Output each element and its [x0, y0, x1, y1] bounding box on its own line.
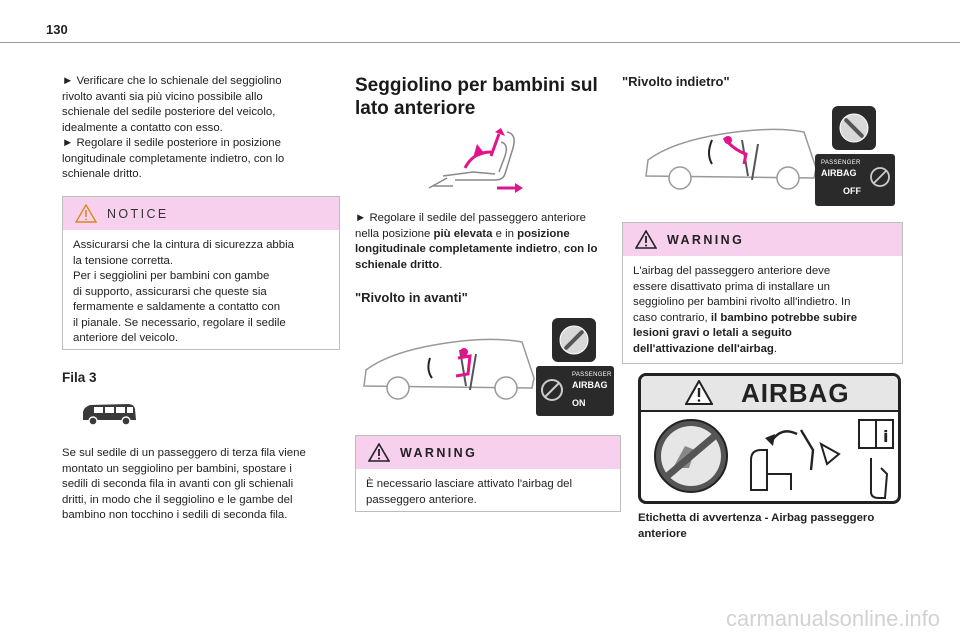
warning-text-part: caso contrario, — [633, 311, 711, 324]
warning-box-rear — [622, 222, 903, 364]
warning-line: passeggero anteriore. — [366, 493, 477, 506]
header-divider — [0, 42, 960, 43]
notice-line: fermamente e saldamente a contatto con — [73, 301, 281, 313]
section-title-line: Seggiolino per bambini sul — [355, 75, 598, 96]
intro-bold: longitudinale completamente indietro — [355, 243, 558, 255]
airbag-word: AIRBAG — [741, 378, 850, 408]
intro-line — [355, 258, 623, 274]
car-rear-child-seat-illustration — [642, 120, 822, 192]
section-title — [355, 74, 598, 120]
warning-line: L'airbag del passeggero anteriore deve — [633, 265, 831, 277]
airbag-switch-off-icon — [832, 106, 876, 150]
notice-title: NOTICE — [107, 206, 169, 221]
notice-line: il pianale. Se necessario, regolare il sedile — [73, 316, 286, 329]
intro-bold: con lo — [563, 243, 598, 255]
section-title-line: lato anteriore — [355, 98, 476, 119]
fila-3-text — [62, 446, 340, 524]
rear-facing-title: "Rivolto indietro" — [622, 74, 730, 89]
airbag-child-icon — [869, 164, 891, 190]
warning-bold: il bambino potrebbe subire — [710, 311, 858, 324]
label-passenger: PASSENGER — [821, 160, 861, 166]
intro-line — [355, 242, 623, 258]
instruction-line: schienale del sedile posteriore del veicolo, — [62, 106, 276, 118]
car-forward-child-seat-illustration — [360, 330, 540, 402]
warning-triangle-icon — [685, 380, 713, 405]
instruction-line: longitudinale completamente indietro, con lo — [62, 152, 285, 165]
no-rear-seat-icon — [651, 416, 731, 496]
airbag-child-icon — [540, 376, 564, 404]
fila-line: Se sul sedile di un passeggero di terza fila viene — [62, 447, 306, 459]
intro-line: ► Regolare il sedile del passeggero anteriore — [355, 212, 586, 224]
warning-header — [623, 223, 902, 256]
notice-line: Per i seggiolini per bambini con gambe — [73, 270, 270, 282]
warning-line — [633, 311, 892, 327]
label-caption — [638, 511, 908, 542]
warning-triangle-icon — [75, 204, 97, 223]
intro-text-part: e in — [492, 227, 518, 240]
label-airbag: AIRBAG — [821, 168, 857, 178]
notice-line: anteriore del veicolo. — [73, 332, 179, 344]
page-number: 130 — [46, 22, 68, 37]
intro-text — [355, 211, 623, 273]
passenger-airbag-on-label — [536, 366, 614, 416]
switch-knob-icon — [832, 106, 876, 150]
warning-bold: dell'attivazione dell'airbag — [633, 342, 774, 355]
fila-line: sedili di seconda fila in avanti con gli schienali — [62, 478, 294, 490]
seat-airbag-deploy-icon — [741, 420, 851, 496]
caption-line: anteriore — [638, 527, 687, 540]
warning-bold: lesioni gravi o letali a seguito — [633, 327, 792, 339]
intro-text-part: nella posizione — [355, 227, 434, 240]
intro-bold: posizione — [517, 227, 570, 240]
instruction-line: ► Regolare il sedile posteriore in posizione — [62, 137, 281, 149]
notice-header — [63, 197, 339, 230]
warning-triangle-icon — [368, 443, 390, 462]
fila-3-title: Fila 3 — [62, 370, 97, 385]
notice-body — [63, 230, 339, 356]
warning-header — [356, 436, 620, 469]
fila-line: montato un seggiolino per bambini, spostare i — [62, 462, 292, 475]
van-icon — [80, 400, 138, 428]
airbag-label-header — [641, 376, 898, 412]
warning-line: essere disattivato prima di installare un — [633, 280, 830, 293]
intro-text-part: , — [557, 243, 564, 255]
manual-read-icon — [857, 418, 895, 500]
svg-text:i: i — [883, 427, 889, 446]
label-passenger: PASSENGER — [572, 372, 612, 378]
warning-title: WARNING — [400, 445, 478, 460]
instruction-line: rivolto avanti sia più vicino possibile allo — [62, 90, 263, 103]
caption-line: Etichetta di avvertenza - Airbag passeggero — [638, 512, 875, 524]
passenger-airbag-off-label — [815, 154, 895, 206]
label-off: OFF — [843, 186, 861, 196]
intro-text-part: . — [439, 258, 443, 271]
instruction-line: schienale dritto. — [62, 168, 142, 180]
fila-line: dritti, in modo che il seggiolino e le gambe del — [62, 493, 293, 506]
label-airbag: AIRBAG — [572, 380, 608, 390]
intro-line — [355, 227, 623, 243]
fila-line: bambino non tocchino i sedili di seconda fila. — [62, 509, 288, 521]
warning-box-forward — [355, 435, 621, 512]
warning-line — [633, 326, 892, 342]
switch-knob-icon — [552, 318, 596, 362]
instruction-line: idealmente a contatto con esso. — [62, 121, 223, 134]
warning-title: WARNING — [667, 232, 745, 247]
warning-triangle-icon — [635, 230, 657, 249]
seat-adjust-illustration — [425, 128, 525, 198]
notice-box — [62, 196, 340, 350]
warning-line — [633, 342, 892, 358]
intro-bold: più elevata — [433, 227, 493, 240]
watermark: carmanualsonline.info — [725, 606, 940, 631]
forward-facing-title: "Rivolto in avanti" — [355, 290, 468, 305]
column-1 — [62, 74, 340, 183]
warning-text-part: . — [773, 342, 778, 355]
airbag-switch-on-icon — [552, 318, 596, 362]
notice-line: di supporto, assicurarsi che queste sia — [73, 285, 267, 298]
notice-line: la tensione corretta. — [73, 254, 174, 267]
instruction-line: ► Verificare che lo schienale del seggiolino — [62, 75, 282, 87]
warning-line: È necessario lasciare attivato l'airbag del — [366, 478, 573, 490]
notice-line: Assicurarsi che la cintura di sicurezza abbia — [73, 239, 294, 251]
warning-body — [356, 469, 620, 517]
label-on: ON — [572, 398, 586, 408]
airbag-warning-label — [638, 373, 901, 504]
warning-body — [623, 256, 902, 366]
warning-line: seggiolino per bambini rivolto all'indietro. In — [633, 296, 851, 308]
intro-bold: schienale dritto — [355, 258, 440, 271]
